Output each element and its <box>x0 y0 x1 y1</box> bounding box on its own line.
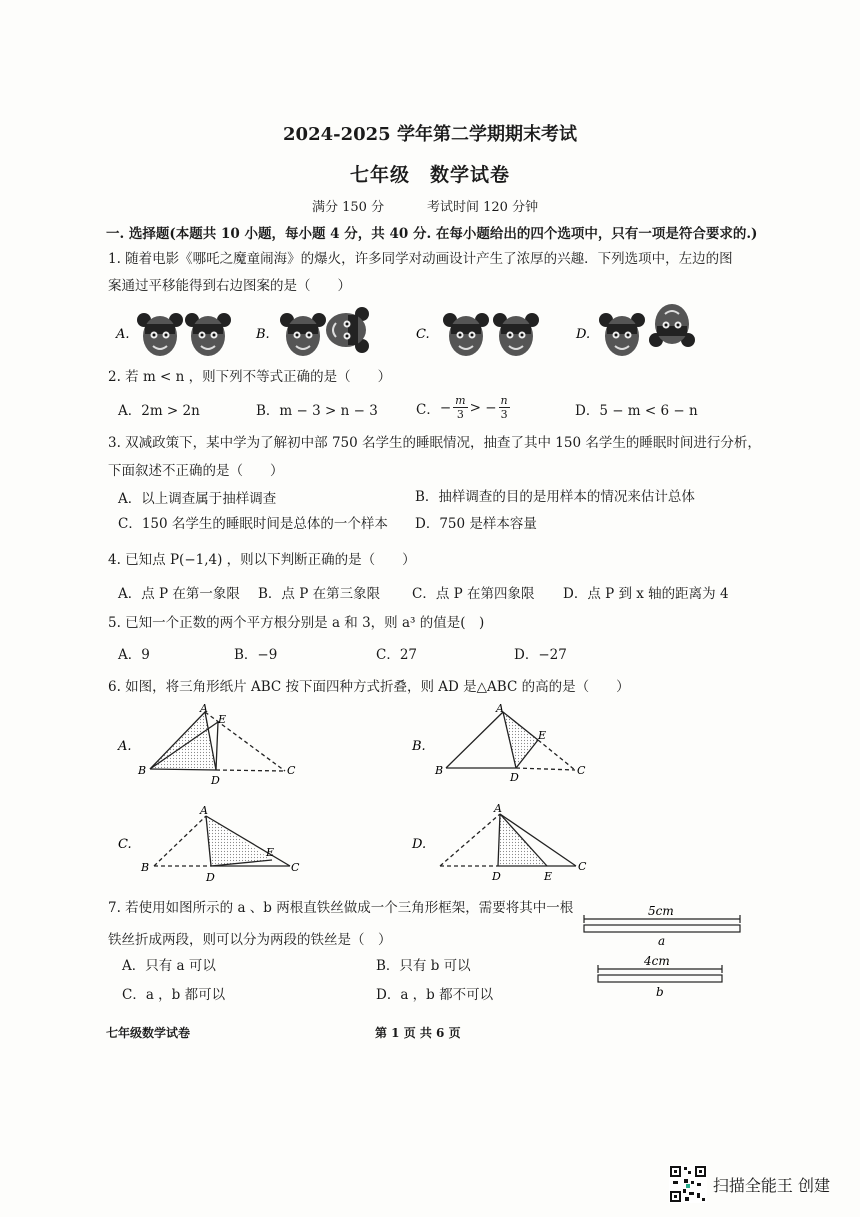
fig-a-label-b: B <box>138 764 147 777</box>
q7-line2: 铁丝折成两段，则可以分为两段的铁丝是（ ） <box>108 932 392 948</box>
q6-figure-d[interactable] <box>440 814 576 866</box>
q7-line1: 7. 若使用如图所示的 a 、b 两根直铁丝做成一个三角形框架，需要将其中一根 <box>108 900 574 916</box>
wire-a-length: 5cm <box>648 905 674 918</box>
fig-d-label-a: A <box>494 802 502 815</box>
q3-line1: 3. 双减政策下，某中学为了解初中部 750 名学生的睡眠情况，抽查了其中 150 名学生的睡眠时间进行分析， <box>108 435 761 451</box>
fig-c-label-d: D <box>206 871 215 884</box>
fig-a-label-a: A <box>200 702 208 715</box>
fig-a-label-e: E <box>218 713 227 726</box>
q2-stem: 2. 若 m < n ，则下列不等式正确的是（ ） <box>108 369 392 385</box>
fig-c-label-e: E <box>266 846 275 859</box>
fig-b-label-a: A <box>496 702 504 715</box>
q4-option-d[interactable]: D．点 P 到 x 轴的距离为 4 <box>563 586 729 602</box>
exam-time: 考试时间 120 分钟 <box>427 200 539 215</box>
q6-option-c: C. <box>118 837 132 852</box>
q3-option-b[interactable]: B．抽样调查的目的是用样本的情况来估计总体 <box>415 489 695 505</box>
q4-option-b[interactable]: B．点 P 在第三象限 <box>258 586 381 602</box>
nezha-rotated-icon <box>326 307 369 353</box>
q5-option-b[interactable]: B．−9 <box>234 647 278 663</box>
q5-option-d[interactable]: D．−27 <box>514 647 567 663</box>
qr-code-icon <box>669 1165 707 1203</box>
q6-figure-b[interactable] <box>446 712 575 770</box>
q4-stem: 4. 已知点 P(−1,4) ，则以下判断正确的是（ ） <box>108 552 416 568</box>
q2-option-c[interactable]: C． − $\frac{m}{3}$ > − $\frac{n}{3}$ <box>416 394 508 421</box>
footer-course: 七年级数学试卷 <box>106 1026 191 1040</box>
q6-option-a: A. <box>118 739 132 754</box>
exam-title: 2024-2025 学年第二学期期末考试 <box>283 124 577 145</box>
q2-option-c-label: C． <box>416 401 440 418</box>
wire-a-name: a <box>658 934 666 948</box>
q7-option-b[interactable]: B．只有 b 可以 <box>376 958 471 974</box>
q1-line2: 案通过平移能得到右边图案的是（ ） <box>108 278 351 294</box>
q6-option-b: B. <box>412 739 426 754</box>
fig-b-label-c: C <box>577 764 586 777</box>
fig-c-label-b: B <box>141 861 150 874</box>
fig-b-label-b: B <box>435 764 444 777</box>
q2-option-d[interactable]: D．5 − m < 6 − n <box>575 403 698 419</box>
fig-b-label-e: E <box>538 729 547 742</box>
fraction-n3 <box>499 394 510 421</box>
fraction-m3 <box>453 394 467 421</box>
q1-line1: 1. 随着电影《哪吒之魔童闹海》的爆火，许多同学对动画设计产生了浓厚的兴趣．下列选项中，左边的图 <box>108 251 733 267</box>
q1-option-d[interactable]: D. <box>576 327 591 342</box>
fig-b-label-d: D <box>510 771 519 784</box>
q4-option-c[interactable]: C．点 P 在第四象限 <box>412 586 535 602</box>
q6-stem: 6. 如图，将三角形纸片 ABC 按下面四种方式折叠，则 AD 是△ABC 的高的是（ ） <box>108 679 630 695</box>
q6-option-d: D. <box>412 837 427 852</box>
q5-option-c[interactable]: C．27 <box>376 647 418 663</box>
q3-option-a[interactable]: A．以上调查属于抽样调查 <box>118 491 277 507</box>
q7-option-c[interactable]: C．a ，b 都可以 <box>122 987 226 1003</box>
scanner-watermark <box>669 1165 830 1203</box>
q1-figures <box>100 300 740 362</box>
nezha-right-icon <box>185 313 231 356</box>
exam-subtitle: 七年级 数学试卷 <box>349 164 510 186</box>
q2-option-a[interactable]: A．2m > 2n <box>118 403 200 419</box>
q7-wires-figure <box>580 905 750 1005</box>
nezha-upside-down-icon <box>649 304 695 347</box>
q6-figures <box>100 700 620 890</box>
q7-option-d[interactable]: D．a ，b 都不可以 <box>376 987 494 1003</box>
q3-option-d[interactable]: D．750 是样本容量 <box>415 516 537 532</box>
fig-a-label-d: D <box>211 774 220 787</box>
nezha-flipped-icon <box>493 313 539 356</box>
footer-page-number: 第 1 页 共 6 页 <box>375 1026 461 1040</box>
frac-num-n: n <box>500 394 508 407</box>
wire-b-length: 4cm <box>644 954 670 968</box>
frac-den-3b: 3 <box>500 408 508 421</box>
full-score: 满分 150 分 <box>312 200 385 215</box>
q4-option-a[interactable]: A．点 P 在第一象限 <box>118 586 240 602</box>
nezha-left-icon <box>137 313 183 356</box>
wire-b-name: b <box>656 985 664 999</box>
nezha-left-icon <box>443 313 489 356</box>
q3-option-c[interactable]: C．150 名学生的睡眠时间是总体的一个样本 <box>118 516 388 532</box>
fig-d-label-c: C <box>578 860 587 873</box>
scanner-watermark-text: 扫描全能王 创建 <box>712 1175 830 1195</box>
section-heading: 一. 选择题(本题共 10 小题，每小题 4 分，共 40 分. 在每小题给出的四个选项中，只有一项是符合要求的.) <box>106 226 758 242</box>
q1-option-b[interactable]: B. <box>256 327 270 342</box>
fig-c-label-c: C <box>291 861 300 874</box>
fig-a-label-c: C <box>287 764 296 777</box>
q7-option-a[interactable]: A．只有 a 可以 <box>122 958 216 974</box>
fig-c-label-a: A <box>200 804 208 817</box>
frac-den-3: 3 <box>456 408 464 421</box>
nezha-left-icon <box>599 313 645 356</box>
q1-option-c[interactable]: C. <box>416 327 430 342</box>
frac-num-m: m <box>455 394 466 407</box>
fig-d-label-d: D <box>492 870 501 883</box>
q1-option-a[interactable]: A. <box>116 327 130 342</box>
fig-d-label-e: E <box>544 870 553 883</box>
q5-option-a[interactable]: A．9 <box>118 647 150 663</box>
q3-line2: 下面叙述不正确的是（ ） <box>108 463 284 479</box>
q2-option-b[interactable]: B．m − 3 > n − 3 <box>256 403 378 419</box>
nezha-left-icon <box>280 313 326 356</box>
q5-stem: 5. 已知一个正数的两个平方根分别是 a 和 3，则 a³ 的值是( ) <box>108 615 485 631</box>
